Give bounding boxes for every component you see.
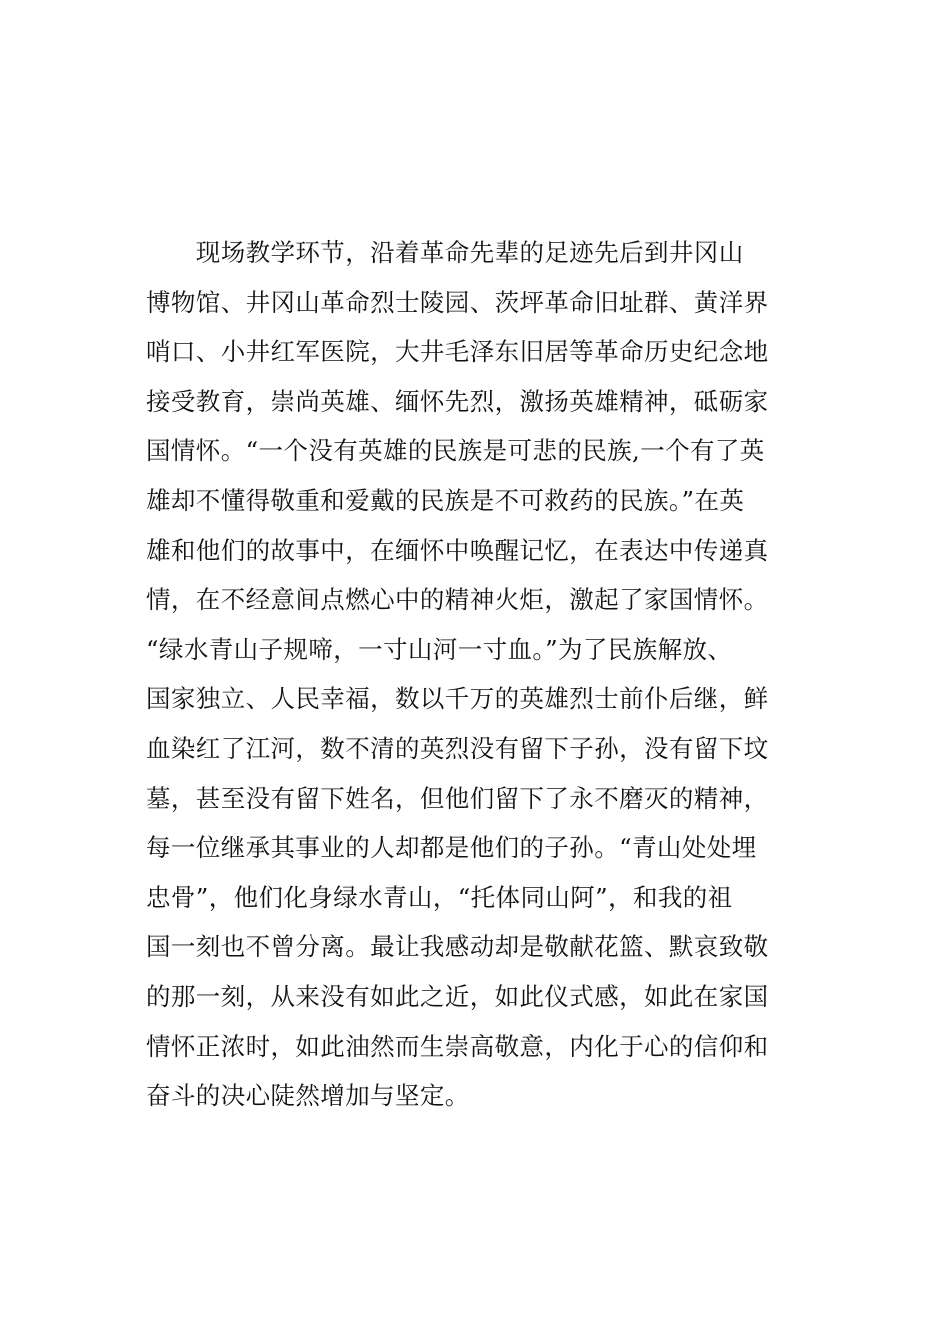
text-line: 的那一刻，从来没有如此之近，如此仪式感，如此在家国 xyxy=(146,981,769,1011)
text-line: 雄却不懂得敬重和爱戴的民族是不可救药的民族。”在英 xyxy=(146,485,745,515)
text-line: 博物馆、井冈山革命烈士陵园、茨坪革命旧址群、黄洋界 xyxy=(146,287,769,317)
body-paragraph xyxy=(146,228,826,1121)
text-line: 忠骨”，他们化身绿水青山，“托体同山阿”，和我的祖 xyxy=(146,882,733,912)
text-line: 情，在不经意间点燃心中的精神火炬，激起了家国情怀。 xyxy=(146,585,769,615)
text-line: 血染红了江河，数不清的英烈没有留下子孙，没有留下坟 xyxy=(146,733,769,763)
text-line: 奋斗的决心陡然增加与坚定。 xyxy=(146,1081,470,1111)
text-line: 国一刻也不曾分离。最让我感动却是敬献花篮、默哀致敬 xyxy=(146,932,769,962)
text-line: 墓，甚至没有留下姓名，但他们留下了永不磨灭的精神， xyxy=(146,783,769,813)
text-line: 雄和他们的故事中，在缅怀中唤醒记忆，在表达中传递真 xyxy=(146,535,769,565)
text-line: “绿水青山子规啼，一寸山河一寸血。”为了民族解放、 xyxy=(146,634,733,664)
text-line: 哨口、小井红军医院，大井毛泽东旧居等革命历史纪念地 xyxy=(146,337,769,367)
text-line: 接受教育，崇尚英雄、缅怀先烈，激扬英雄精神，砥砺家 xyxy=(146,386,769,416)
text-line: 国家独立、人民幸福，数以千万的英雄烈士前仆后继，鲜 xyxy=(146,684,769,714)
text-line: 国情怀。“一个没有英雄的民族是可悲的民族,一个有了英 xyxy=(146,436,765,466)
text-line: 现场教学环节，沿着革命先辈的足迹先后到井冈山 xyxy=(146,238,744,267)
text-line: 每一位继承其事业的人却都是他们的子孙。“青山处处埋 xyxy=(146,833,757,863)
text-line: 情怀正浓时，如此油然而生崇高敬意，内化于心的信仰和 xyxy=(146,1031,769,1061)
